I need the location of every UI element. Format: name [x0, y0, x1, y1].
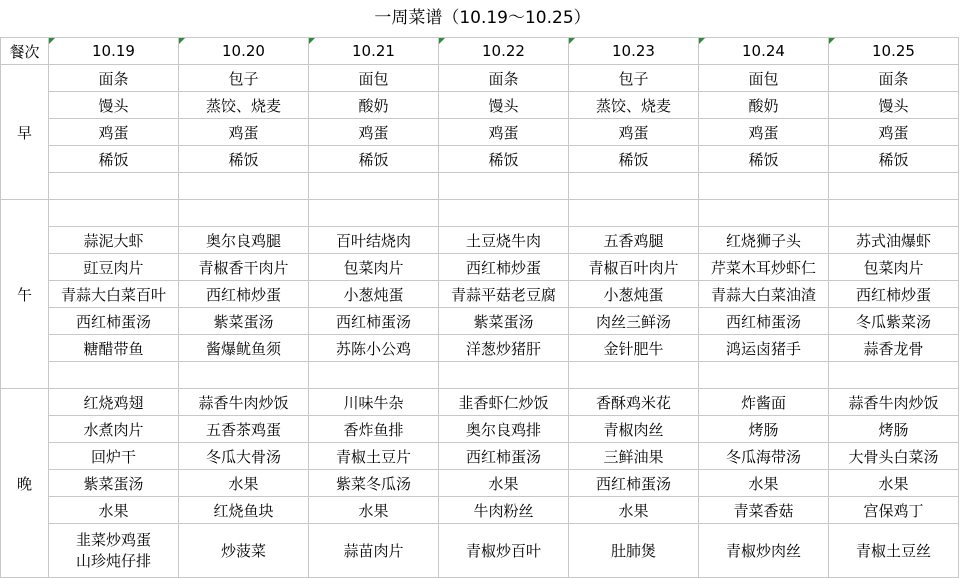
menu-cell: 酸奶 — [699, 92, 829, 119]
menu-cell: 水果 — [829, 470, 959, 497]
menu-cell: 青蒜平菇老豆腐 — [439, 281, 569, 308]
menu-cell: 肚肺煲 — [569, 524, 699, 578]
menu-cell: 包子 — [569, 65, 699, 92]
menu-cell: 洋葱炒猪肝 — [439, 335, 569, 362]
dish-line: 韭菜炒鸡蛋 — [75, 530, 151, 549]
meal-label-dinner: 晚 — [1, 389, 49, 578]
weekly-menu-table — [0, 37, 959, 578]
table-row — [1, 254, 959, 281]
empty-cell — [699, 362, 829, 389]
menu-cell: 包子 — [179, 65, 309, 92]
menu-cell: 奥尔良鸡排 — [439, 416, 569, 443]
menu-cell: 青椒香干肉片 — [179, 254, 309, 281]
menu-cell: 小葱炖蛋 — [309, 281, 439, 308]
table-row — [1, 281, 959, 308]
menu-cell: 面包 — [309, 65, 439, 92]
menu-cell: 五香鸡腿 — [569, 227, 699, 254]
menu-cell: 冬瓜海带汤 — [699, 443, 829, 470]
date-header: 10.23 — [569, 38, 699, 65]
menu-cell: 土豆烧牛肉 — [439, 227, 569, 254]
menu-cell: 包菜肉片 — [309, 254, 439, 281]
menu-cell: 红烧鱼块 — [179, 497, 309, 524]
menu-cell: 苏陈小公鸡 — [309, 335, 439, 362]
menu-cell: 酸奶 — [309, 92, 439, 119]
menu-cell: 蒜泥大虾 — [49, 227, 179, 254]
table-row — [1, 38, 959, 65]
empty-cell — [829, 173, 959, 200]
menu-cell: 青椒炒肉丝 — [699, 524, 829, 578]
menu-cell: 水煮肉片 — [49, 416, 179, 443]
menu-cell: 香酥鸡米花 — [569, 389, 699, 416]
menu-cell: 西红柿炒蛋 — [179, 281, 309, 308]
menu-cell: 奥尔良鸡腿 — [179, 227, 309, 254]
menu-cell: 青菜香菇 — [699, 497, 829, 524]
menu-cell: 水果 — [309, 497, 439, 524]
empty-cell — [569, 173, 699, 200]
table-row — [1, 200, 959, 227]
menu-cell: 川味牛杂 — [309, 389, 439, 416]
empty-cell — [309, 200, 439, 227]
menu-cell: 包菜肉片 — [829, 254, 959, 281]
empty-cell — [49, 173, 179, 200]
menu-cell: 水果 — [439, 470, 569, 497]
menu-cell: 韭香虾仁炒饭 — [439, 389, 569, 416]
menu-cell: 馒头 — [439, 92, 569, 119]
menu-cell: 苏式油爆虾 — [829, 227, 959, 254]
menu-cell: 面条 — [439, 65, 569, 92]
cell-marker-icon — [179, 38, 185, 44]
empty-cell — [699, 173, 829, 200]
date-header: 10.20 — [179, 38, 309, 65]
menu-cell: 水果 — [569, 497, 699, 524]
table-row — [1, 443, 959, 470]
menu-cell: 鸡蛋 — [829, 119, 959, 146]
menu-cell: 西红柿蛋汤 — [439, 443, 569, 470]
menu-cell: 紫菜蛋汤 — [179, 308, 309, 335]
table-row — [1, 470, 959, 497]
menu-cell: 稀饭 — [829, 146, 959, 173]
menu-cell: 酱爆鱿鱼须 — [179, 335, 309, 362]
cell-marker-icon — [309, 38, 315, 44]
menu-cell: 红烧狮子头 — [699, 227, 829, 254]
menu-cell: 水果 — [179, 470, 309, 497]
menu-cell: 蒸饺、烧麦 — [179, 92, 309, 119]
cell-marker-icon — [699, 38, 705, 44]
menu-cell: 蒜香牛肉炒饭 — [829, 389, 959, 416]
meal-label-breakfast: 早 — [1, 65, 49, 200]
table-row — [1, 308, 959, 335]
cell-marker-icon — [439, 38, 445, 44]
menu-cell: 稀饭 — [569, 146, 699, 173]
corner-header: 餐次 — [1, 38, 49, 65]
menu-cell: 稀饭 — [699, 146, 829, 173]
menu-cell: 鸡蛋 — [309, 119, 439, 146]
empty-cell — [439, 362, 569, 389]
table-row — [1, 497, 959, 524]
menu-cell: 紫菜冬瓜汤 — [309, 470, 439, 497]
empty-cell — [179, 173, 309, 200]
menu-cell: 西红柿蛋汤 — [699, 308, 829, 335]
menu-cell: 馒头 — [49, 92, 179, 119]
empty-cell — [439, 200, 569, 227]
menu-cell: 面条 — [49, 65, 179, 92]
date-header: 10.21 — [309, 38, 439, 65]
cell-marker-icon — [49, 38, 55, 44]
menu-cell: 面条 — [829, 65, 959, 92]
menu-cell: 蒜香龙骨 — [829, 335, 959, 362]
menu-cell: 稀饭 — [49, 146, 179, 173]
menu-cell: 青蒜大白菜百叶 — [49, 281, 179, 308]
table-row — [1, 173, 959, 200]
menu-cell: 芹菜木耳炒虾仁 — [699, 254, 829, 281]
menu-title: 一周菜谱（10.19～10.25） — [374, 8, 591, 28]
menu-cell: 五香茶鸡蛋 — [179, 416, 309, 443]
menu-cell: 鸡蛋 — [439, 119, 569, 146]
table-row — [1, 389, 959, 416]
menu-cell: 烤肠 — [829, 416, 959, 443]
empty-cell — [49, 200, 179, 227]
menu-cell: 紫菜蛋汤 — [49, 470, 179, 497]
table-row — [1, 335, 959, 362]
menu-cell: 稀饭 — [309, 146, 439, 173]
date-header: 10.19 — [49, 38, 179, 65]
menu-cell: 西红柿蛋汤 — [569, 470, 699, 497]
menu-cell: 西红柿蛋汤 — [49, 308, 179, 335]
menu-cell: 鸡蛋 — [699, 119, 829, 146]
cell-marker-icon — [569, 38, 575, 44]
menu-cell — [49, 524, 179, 578]
table-row — [1, 92, 959, 119]
empty-cell — [179, 200, 309, 227]
menu-cell: 青椒百叶肉片 — [569, 254, 699, 281]
menu-cell: 西红柿蛋汤 — [309, 308, 439, 335]
menu-cell: 大骨头白菜汤 — [829, 443, 959, 470]
menu-cell: 金针肥牛 — [569, 335, 699, 362]
menu-cell: 宫保鸡丁 — [829, 497, 959, 524]
empty-cell — [699, 200, 829, 227]
menu-cell: 面包 — [699, 65, 829, 92]
empty-cell — [829, 362, 959, 389]
empty-cell — [439, 173, 569, 200]
menu-cell: 蒸饺、烧麦 — [569, 92, 699, 119]
menu-cell: 炒菠菜 — [179, 524, 309, 578]
table-row — [1, 362, 959, 389]
menu-cell: 糖醋带鱼 — [49, 335, 179, 362]
date-header: 10.22 — [439, 38, 569, 65]
empty-cell — [49, 362, 179, 389]
date-header: 10.25 — [829, 38, 959, 65]
menu-cell: 冬瓜紫菜汤 — [829, 308, 959, 335]
menu-cell: 回炉干 — [49, 443, 179, 470]
menu-cell: 三鲜油果 — [569, 443, 699, 470]
menu-cell: 香炸鱼排 — [309, 416, 439, 443]
menu-cell: 蒜苗肉片 — [309, 524, 439, 578]
meal-label-lunch: 午 — [1, 200, 49, 389]
menu-cell: 炸酱面 — [699, 389, 829, 416]
table-row — [1, 416, 959, 443]
menu-cell: 鸡蛋 — [49, 119, 179, 146]
menu-cell: 紫菜蛋汤 — [439, 308, 569, 335]
menu-cell: 冬瓜大骨汤 — [179, 443, 309, 470]
table-row — [1, 119, 959, 146]
menu-cell: 稀饭 — [439, 146, 569, 173]
table-row — [1, 524, 959, 578]
dish-line: 山珍炖仔排 — [75, 551, 151, 570]
empty-cell — [309, 173, 439, 200]
empty-cell — [829, 200, 959, 227]
table-row — [1, 65, 959, 92]
empty-cell — [179, 362, 309, 389]
date-header: 10.24 — [699, 38, 829, 65]
empty-cell — [569, 200, 699, 227]
menu-cell: 青椒土豆丝 — [829, 524, 959, 578]
menu-cell: 青椒炒百叶 — [439, 524, 569, 578]
cell-marker-icon — [829, 38, 835, 44]
menu-cell: 肉丝三鲜汤 — [569, 308, 699, 335]
menu-cell: 鸿运卤猪手 — [699, 335, 829, 362]
menu-cell: 水果 — [699, 470, 829, 497]
menu-cell: 青蒜大白菜油渣 — [699, 281, 829, 308]
table-row — [1, 146, 959, 173]
menu-cell: 稀饭 — [179, 146, 309, 173]
menu-cell: 小葱炖蛋 — [569, 281, 699, 308]
empty-cell — [569, 362, 699, 389]
menu-cell: 蒜香牛肉炒饭 — [179, 389, 309, 416]
menu-cell: 百叶结烧肉 — [309, 227, 439, 254]
menu-cell: 红烧鸡翅 — [49, 389, 179, 416]
menu-cell: 烤肠 — [699, 416, 829, 443]
menu-cell: 水果 — [49, 497, 179, 524]
empty-cell — [309, 362, 439, 389]
menu-cell: 馒头 — [829, 92, 959, 119]
menu-cell: 西红柿炒蛋 — [439, 254, 569, 281]
menu-cell: 牛肉粉丝 — [439, 497, 569, 524]
menu-cell: 青椒土豆片 — [309, 443, 439, 470]
menu-cell: 青椒肉丝 — [569, 416, 699, 443]
table-row — [1, 227, 959, 254]
menu-cell: 西红柿炒蛋 — [829, 281, 959, 308]
menu-cell: 鸡蛋 — [179, 119, 309, 146]
menu-cell: 豇豆肉片 — [49, 254, 179, 281]
menu-cell: 鸡蛋 — [569, 119, 699, 146]
